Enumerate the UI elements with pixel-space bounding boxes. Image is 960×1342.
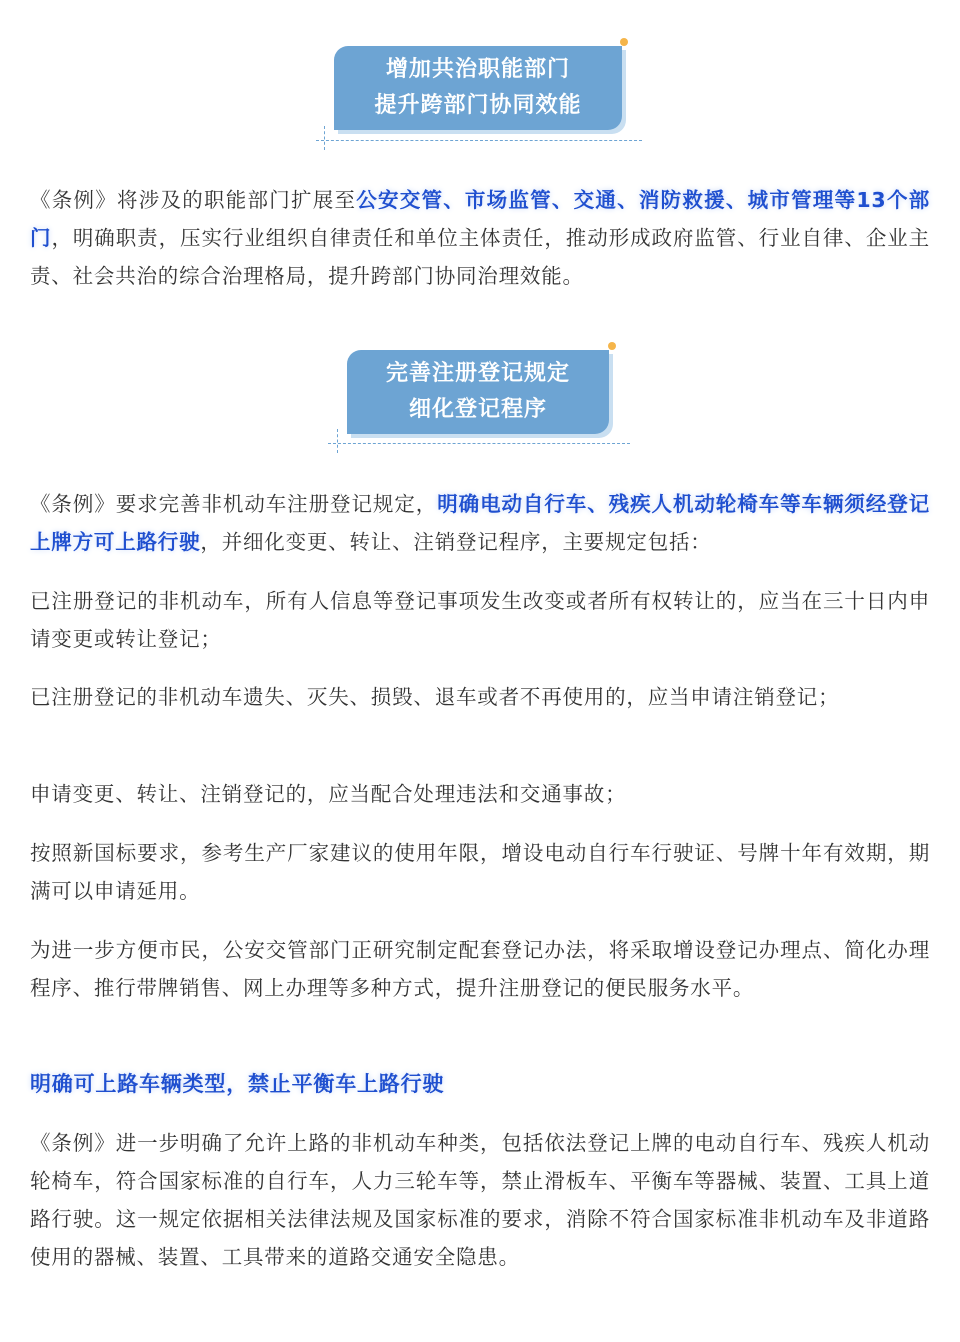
decor-dot [620,38,628,46]
section2-intro [30,485,930,561]
decor-dot [608,342,616,350]
section2-title-line2: 细化登记程序 [408,397,547,422]
rule-item: 已注册登记的非机动车遗失、灭失、损毁、退车或者不再使用的，应当申请注销登记； [30,685,840,709]
decor-dashed-line [324,126,325,150]
section1-title-badge [334,46,622,130]
rule-item: 已注册登记的非机动车，所有人信息等登记事项发生改变或者所有权转让的，应当在三十日内申请变更或转让登记； [30,589,930,651]
section2-title-badge [347,350,609,434]
rule-item: 申请变更、转让、注销登记的，应当配合处理违法和交通事故； [30,782,627,806]
section2-title-line1: 完善注册登记规定 [385,361,570,386]
text-run: 《条例》将涉及的职能部门扩展至 [30,188,357,212]
decor-dashed-line [316,140,642,141]
rule-item: 按照新国标要求，参考生产厂家建议的使用年限，增设电动自行车行驶证、号牌十年有效期，期满可以申请延用。 [30,841,930,903]
highlight-text: 明确电动自行车、残疾人机动轮椅车等车辆须经登记上牌方可上路行驶 [30,492,930,554]
section3-heading: 明确可上路车辆类型，禁止平衡车上路行驶 [30,1072,445,1096]
text-run: ，明确职责，压实行业组织自律责任和单位主体责任，推动形成政府监管、行业自律、企业主责、社会共治的综合治理格局，提升跨部门协同治理效能。 [30,226,930,288]
section3-paragraph: 《条例》进一步明确了允许上路的非机动车种类，包括依法登记上牌的电动自行车、残疾人机动轮椅车，符合国家标准的自行车，人力三轮车等，禁止滑板车、平衡车等器械、装置、工具上道路行驶。这一规定依据相关法律法规及国家标准的要求，消除不符合国家标准非机动车及非道路使用的器械、装置、工具带来的道路交通安全隐患。 [30,1131,930,1269]
text-run: ，并细化变更、转让、注销登记程序，主要规定包括： [200,530,712,554]
highlight-text: 公安交管、市场监管、交通、消防救援、城市管理等13个部门 [30,188,930,250]
section1-title-line2: 提升跨部门协同效能 [374,93,582,118]
rule-item: 为进一步方便市民，公安交管部门正研究制定配套登记办法，将采取增设登记办理点、简化办理程序、推行带牌销售、网上办理等多种方式，提升注册登记的便民服务水平。 [30,938,930,1000]
decor-dashed-line [337,429,338,453]
section1-title-line1: 增加共治职能部门 [385,57,570,82]
section1-paragraph [30,181,930,295]
decor-dashed-line [328,443,630,444]
text-run: 《条例》要求完善非机动车注册登记规定， [30,492,438,516]
